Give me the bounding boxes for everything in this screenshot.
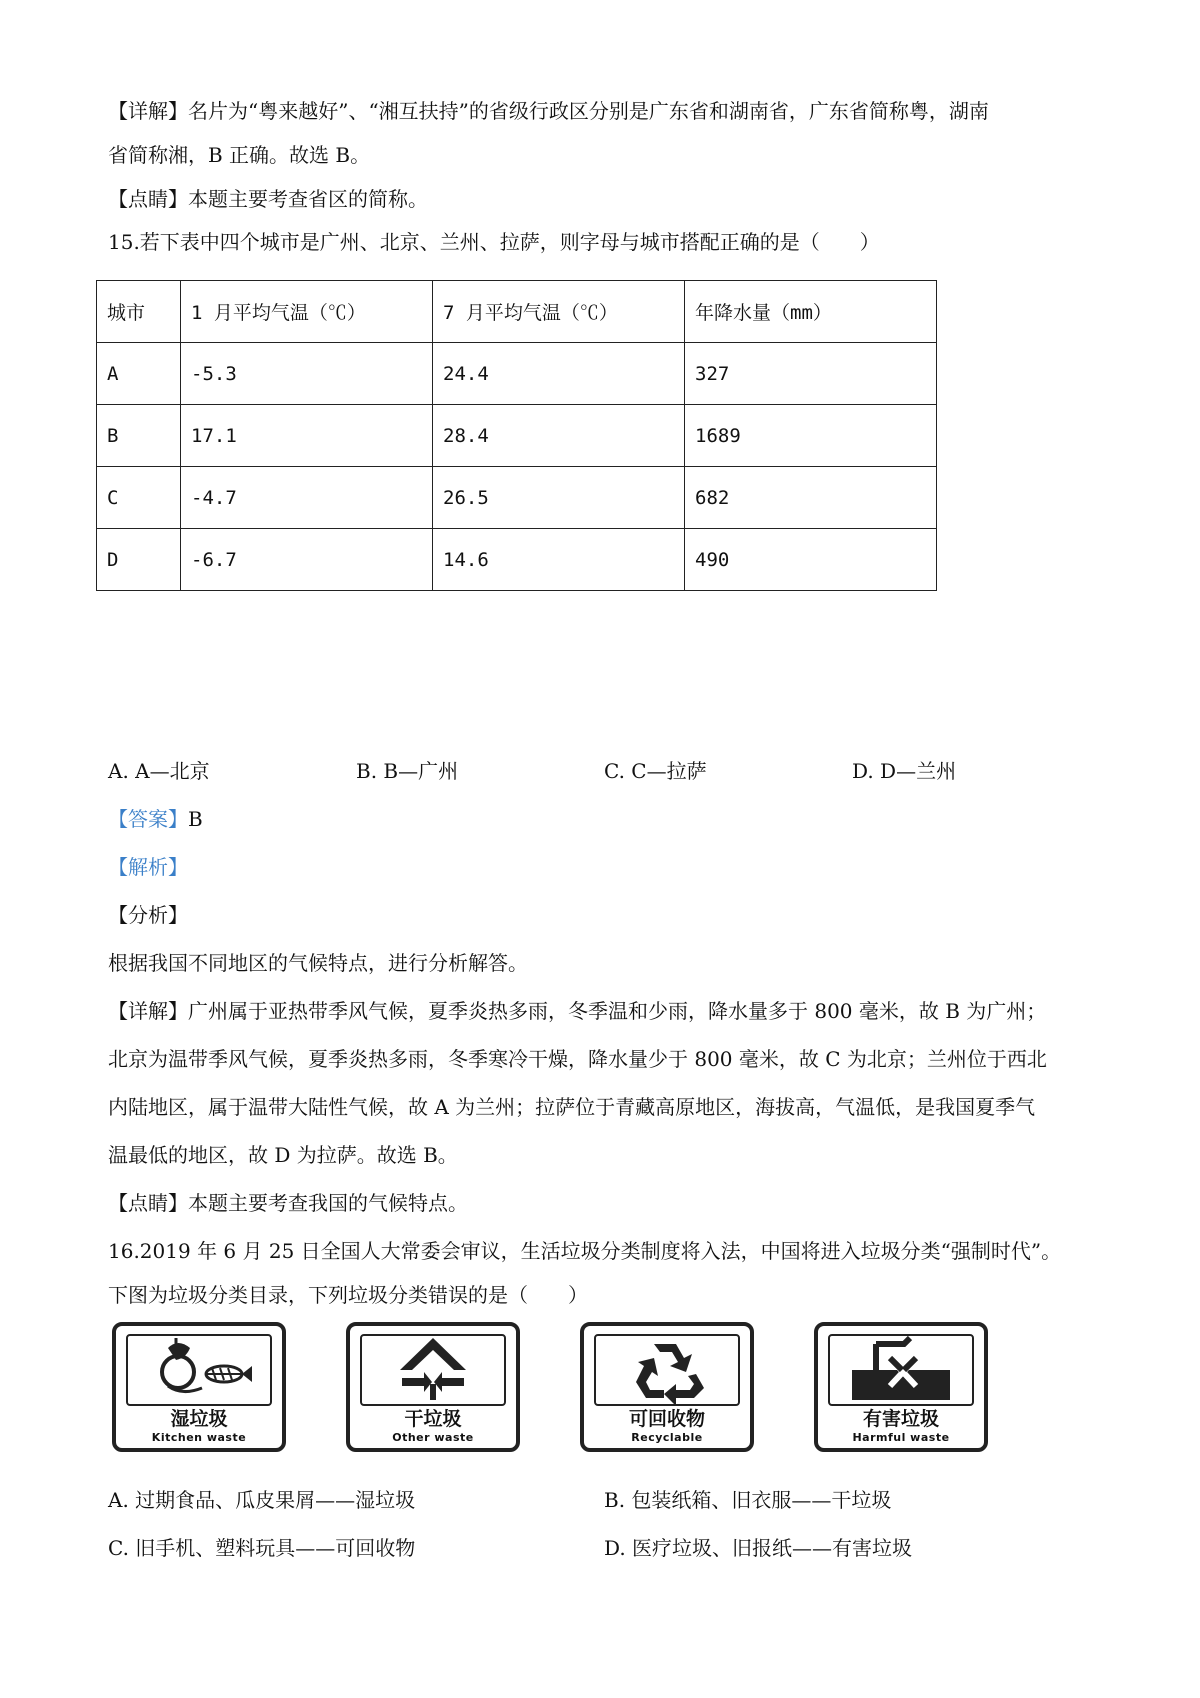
table-cell: -5.3: [181, 343, 433, 405]
sign-other-waste-en: Other waste: [392, 1431, 474, 1444]
q15-option-a[interactable]: A. A—北京: [108, 759, 210, 783]
sign-recyclable-cn: 可回收物: [628, 1408, 705, 1430]
q14-detail-line1: 【详解】名片为“粤来越好”、“湘互扶持”的省级行政区分别是广东省和湖南省，广东省简称粤，湖南: [108, 99, 989, 123]
q16-stem-line1: 16.2019 年 6 月 25 日全国人大常委会审议，生活垃圾分类制度将入法，中国将进入垃圾分类“强制时代”。: [108, 1239, 1062, 1263]
table-cell: -4.7: [181, 467, 433, 529]
sign-kitchen-waste-en: Kitchen waste: [151, 1431, 247, 1444]
answer-value: B: [188, 807, 203, 831]
sign-other-waste-cn: 干垃圾: [404, 1408, 462, 1430]
sign-harmful-waste-cn: 有害垃圾: [862, 1408, 939, 1430]
table-cell: B: [97, 405, 181, 467]
climate-table: [96, 280, 937, 591]
table-header-cell: 城市: [97, 281, 181, 343]
table-cell: 14.6: [433, 529, 685, 591]
sign-kitchen-waste: [112, 1322, 286, 1452]
table-cell: 682: [685, 467, 937, 529]
table-header-cell: 年降水量（mm）: [685, 281, 937, 343]
table-cell: 26.5: [433, 467, 685, 529]
q15-answer: [108, 805, 203, 833]
table-cell: 490: [685, 529, 937, 591]
sign-recyclable-en: Recyclable: [631, 1431, 703, 1444]
sign-harmful-waste: [814, 1322, 988, 1452]
q16-option-b[interactable]: B. 包装纸箱、旧衣服——干垃圾: [604, 1488, 892, 1512]
q15-detail-line1: 【详解】广州属于亚热带季风气候，夏季炎热多雨，冬季温和少雨，降水量多于 800 毫米，故 B 为广州；: [108, 999, 1047, 1023]
table-cell: A: [97, 343, 181, 405]
harmful-battery-icon: [818, 1326, 984, 1408]
table-cell: 28.4: [433, 405, 685, 467]
answer-label: 【答案】: [108, 807, 188, 831]
q14-detail-line2: 省简称湘，B 正确。故选 B。: [108, 143, 371, 167]
q16-option-c[interactable]: C. 旧手机、塑料玩具——可回收物: [108, 1536, 416, 1560]
q16-stem-line2: 下图为垃圾分类目录，下列垃圾分类错误的是（ ）: [108, 1283, 588, 1307]
q16-option-d[interactable]: D. 医疗垃圾、旧报纸——有害垃圾: [604, 1536, 913, 1560]
table-cell: D: [97, 529, 181, 591]
table-cell: -6.7: [181, 529, 433, 591]
q16-option-a[interactable]: A. 过期食品、瓜皮果屑——湿垃圾: [108, 1488, 416, 1512]
q15-stem: 15.若下表中四个城市是广州、北京、兰州、拉萨，则字母与城市搭配正确的是（ ）: [108, 230, 880, 254]
sign-recyclable: [580, 1322, 754, 1452]
table-cell: C: [97, 467, 181, 529]
table-row: [97, 467, 937, 529]
q15-comment: 【点睛】本题主要考查我国的气候特点。: [108, 1191, 468, 1215]
table-header-cell: 7 月平均气温（℃）: [433, 281, 685, 343]
recycle-icon: [584, 1326, 750, 1408]
table-cell: 1689: [685, 405, 937, 467]
sign-kitchen-waste-cn: 湿垃圾: [170, 1408, 228, 1430]
q14-comment: 【点睛】本题主要考查省区的简称。: [108, 187, 428, 211]
arrows-other-waste-icon: [350, 1326, 516, 1408]
q15-detail-line2: 北京为温带季风气候，夏季炎热多雨，冬季寒冷干燥，降水量少于 800 毫米，故 C 为北京；兰州位于西北: [108, 1047, 1047, 1071]
q15-detail-line3: 内陆地区，属于温带大陆性气候，故 A 为兰州；拉萨位于青藏高原地区，海拔高，气温低，是我国夏季气: [108, 1095, 1036, 1119]
table-cell: 17.1: [181, 405, 433, 467]
q15-option-d[interactable]: D. D—兰州: [852, 759, 957, 783]
q15-fenxi-label: 【分析】: [108, 903, 188, 927]
table-header-cell: 1 月平均气温（℃）: [181, 281, 433, 343]
table-row: [97, 405, 937, 467]
table-row: [97, 529, 937, 591]
table-row: [97, 343, 937, 405]
q15-fenxi-text: 根据我国不同地区的气候特点，进行分析解答。: [108, 951, 528, 975]
table-cell: 24.4: [433, 343, 685, 405]
q15-analysis-label: 【解析】: [108, 855, 188, 879]
sign-harmful-waste-en: Harmful waste: [852, 1431, 950, 1444]
table-cell: 327: [685, 343, 937, 405]
q15-option-c[interactable]: C. C—拉萨: [604, 759, 707, 783]
sign-other-waste: [346, 1322, 520, 1452]
q15-option-b[interactable]: B. B—广州: [356, 759, 459, 783]
q15-detail-line4: 温最低的地区，故 D 为拉萨。故选 B。: [108, 1143, 458, 1167]
table-header-row: [97, 281, 937, 343]
fishbone-apple-icon: [116, 1326, 282, 1408]
